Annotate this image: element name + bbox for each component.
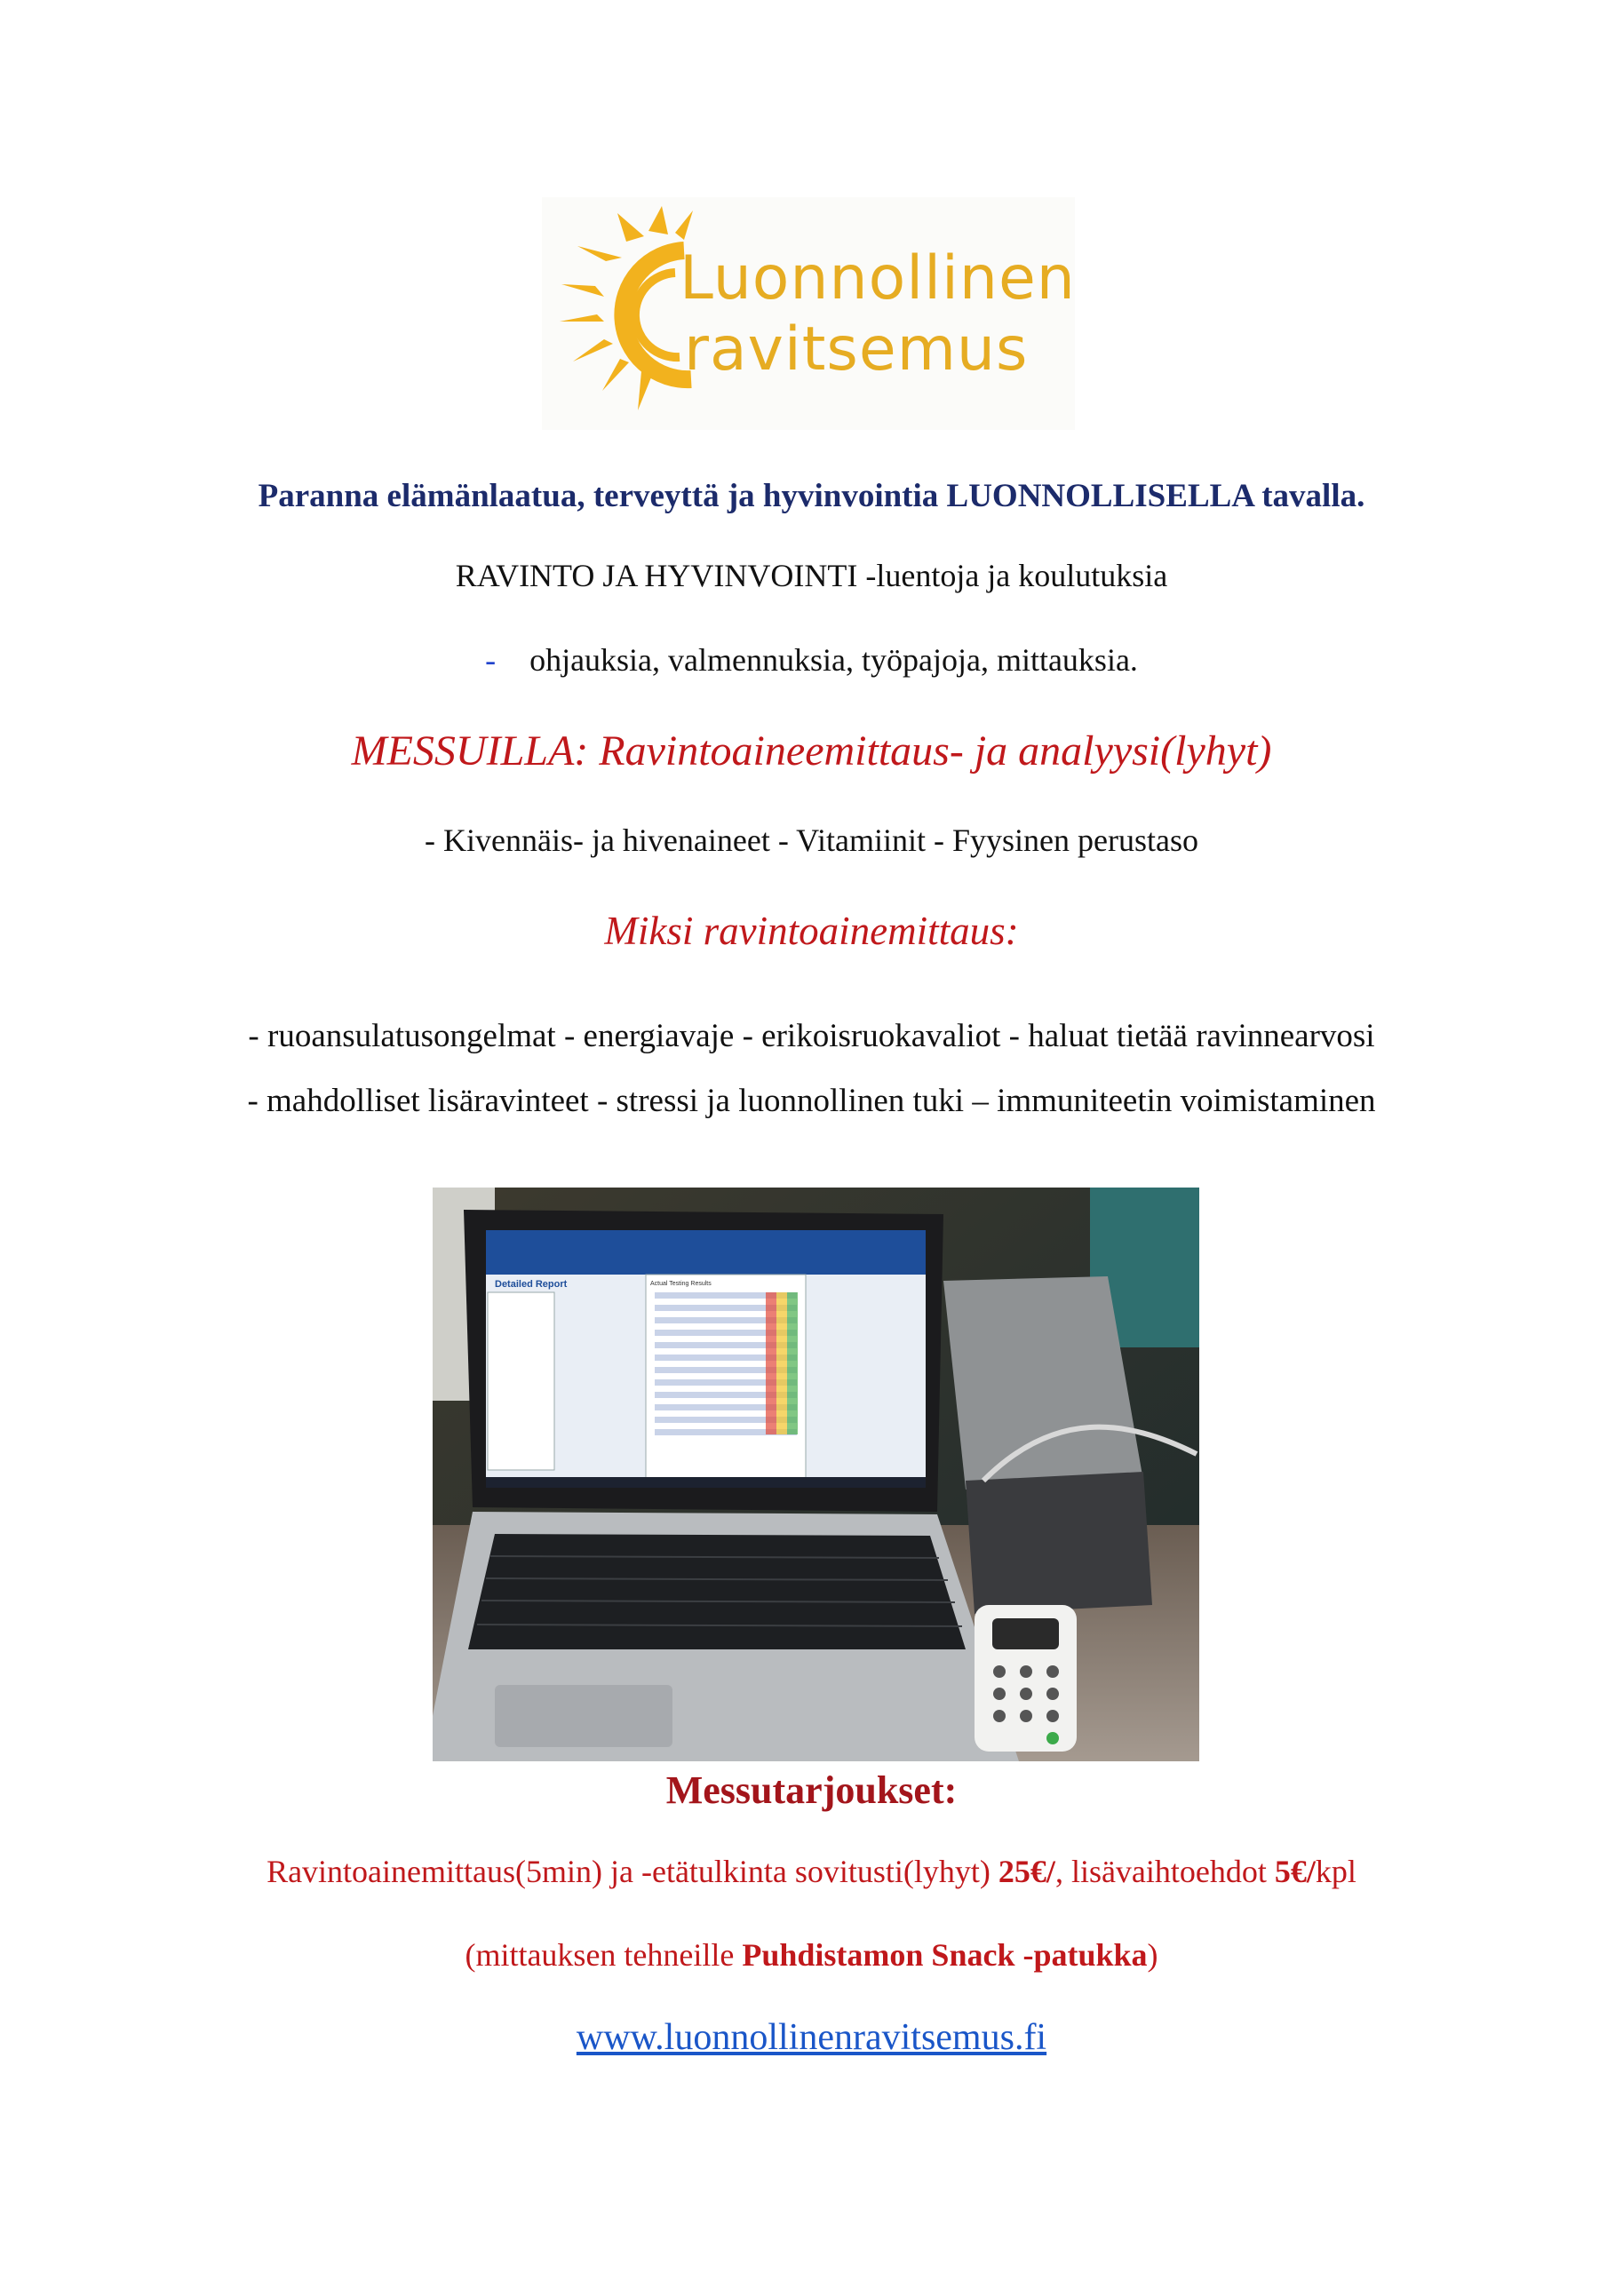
bullet-dash: -: [485, 642, 497, 678]
offer-text-2: , lisävaihtoehdot: [1054, 1854, 1275, 1889]
laptop-photo: [433, 1188, 1199, 1761]
offers-title: Messutarjoukset:: [665, 1768, 958, 1812]
offer-text-1: Ravintoainemittaus(5min) ja -etätulkinta sovitusti(lyhyt): [267, 1854, 998, 1889]
sun-icon: [542, 197, 773, 430]
why-heading: Miksi ravintoainemittaus:: [604, 909, 1019, 953]
services-text: ohjauksia, valmennuksia, työpajoja, mittauksia.: [529, 642, 1138, 678]
snack-open: (mittauksen tehneille: [465, 1937, 743, 1973]
fair-items: - Kivennäis- ja hivenaineet - Vitamiinit - Fyysinen perustaso: [425, 822, 1198, 858]
offer-text-3: kpl: [1315, 1854, 1356, 1889]
tagline: Paranna elämänlaatua, terveyttä ja hyvinvointia LUONNOLLISELLA tavalla.: [258, 478, 1365, 514]
company-logo: [542, 197, 1075, 430]
snack-name: Puhdistamon Snack -patukka: [742, 1937, 1148, 1973]
price-main: 25€/: [998, 1854, 1055, 1889]
website-link[interactable]: www.luonnollinenravitsemus.fi: [576, 2017, 1047, 2058]
offer-line: [0, 1853, 1623, 1890]
fair-heading: MESSUILLA: Ravintoaineemittaus- ja analyysi(lyhyt): [351, 727, 1272, 775]
screen-header: Detailed Report: [495, 1279, 568, 1290]
lectures-line: RAVINTO JA HYVINVOINTI -luentoja ja koulutuksia: [455, 558, 1168, 593]
price-extra: 5€/: [1274, 1854, 1316, 1889]
reasons-line-2: - mahdolliset lisäravinteet - stressi ja luonnollinen tuki – immuniteetin voimistaminen: [247, 1083, 1376, 1119]
snack-close: ): [1147, 1937, 1158, 1973]
logo-line-2: ravitsemus: [684, 314, 1029, 385]
snack-line: [0, 1936, 1623, 1974]
reasons-line-1: - ruoansulatusongelmat - energiavaje - erikoisruokavaliot - haluat tietää ravinnearvosi: [248, 1018, 1375, 1054]
services-line: [0, 641, 1623, 679]
logo-line-1: Luonnollinen: [680, 243, 1076, 314]
screen-table-title: Actual Testing Results: [650, 1281, 712, 1287]
